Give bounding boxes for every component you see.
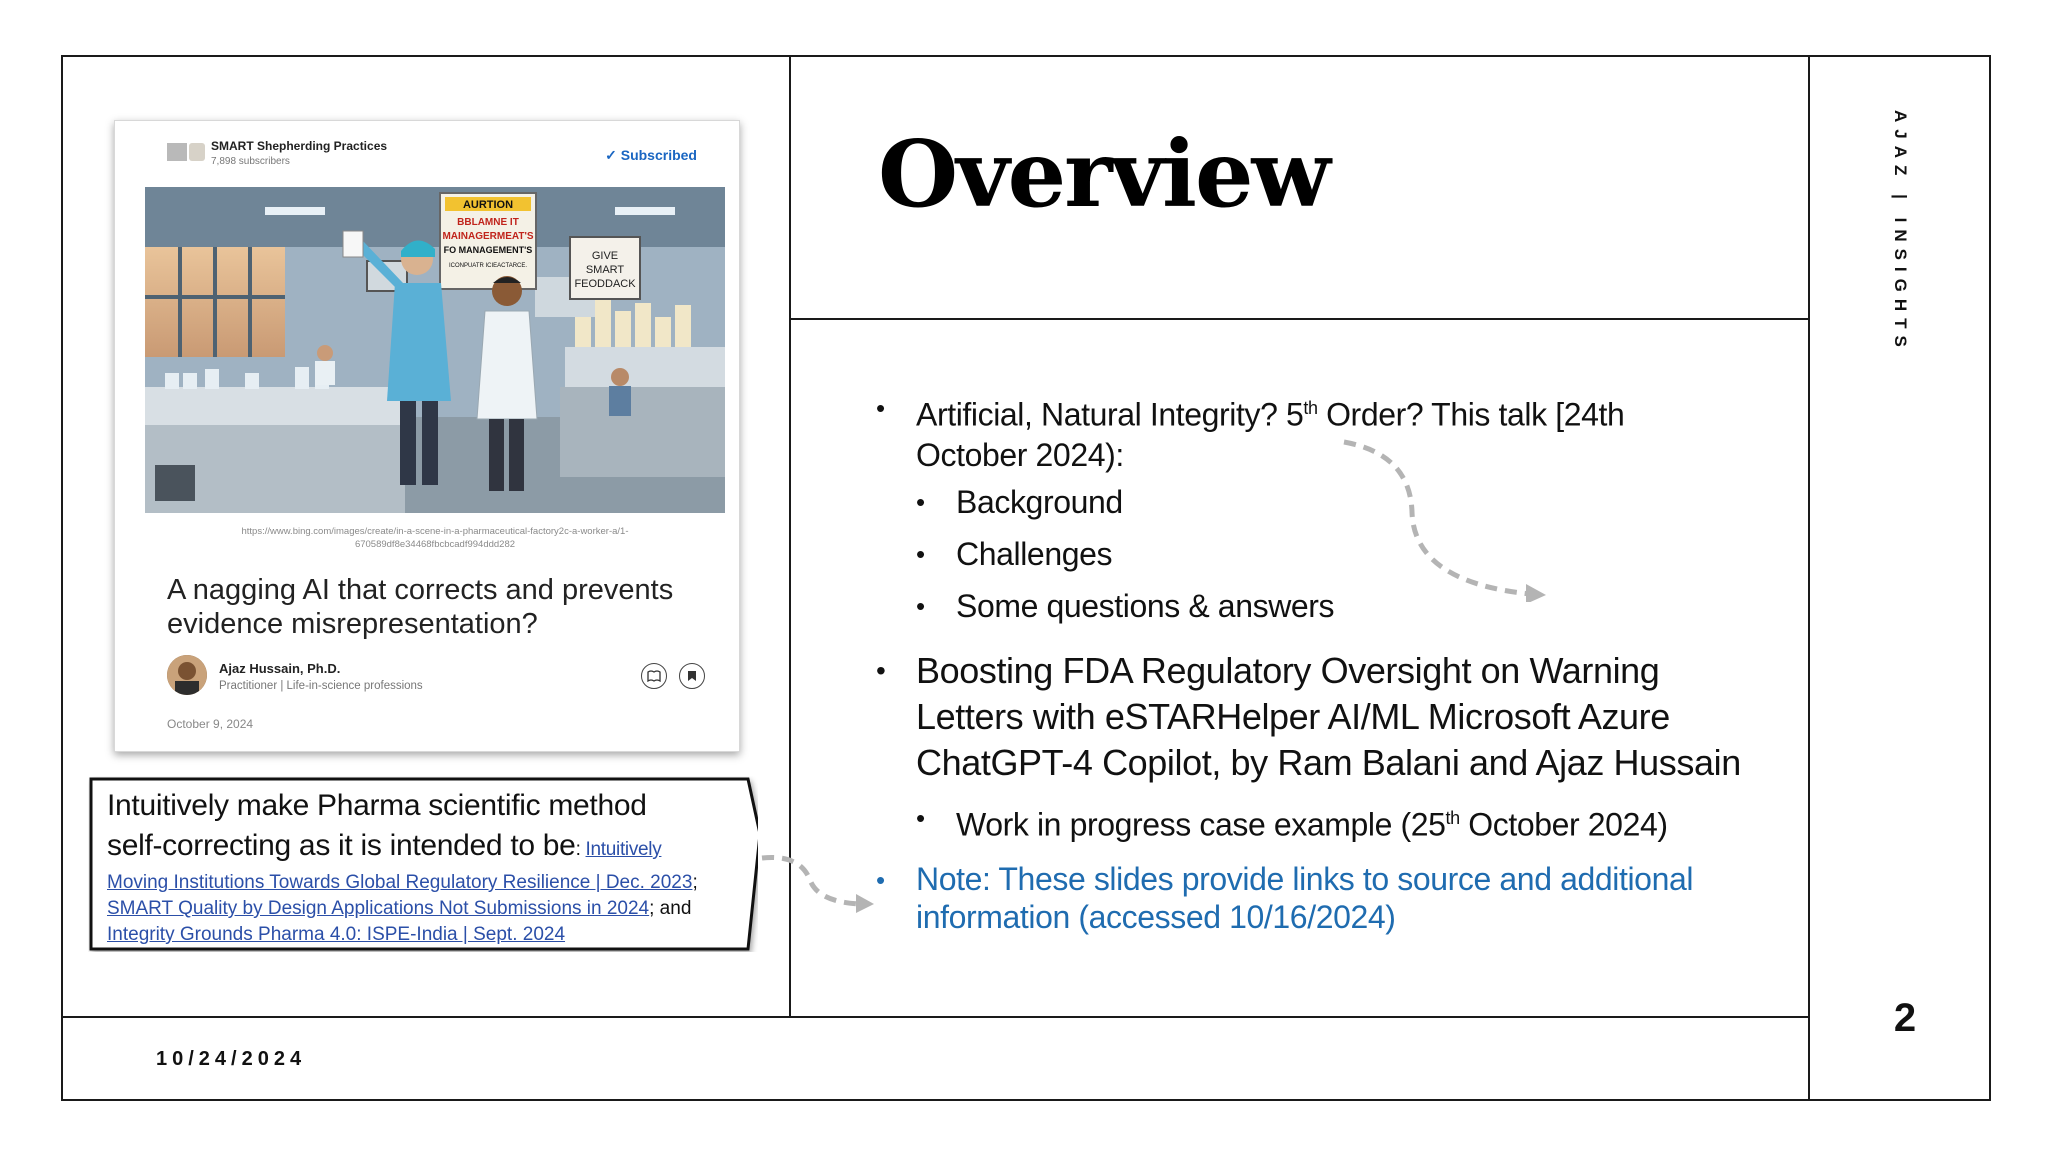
bullet-dot: • xyxy=(916,487,925,517)
board-text-3: FEODDACK xyxy=(574,278,636,290)
bullet-dot: • xyxy=(876,865,885,895)
note-line-2: information (accessed 10/16/2024) xyxy=(916,899,1396,935)
bullet-1-text-a: Artificial, Natural Integrity? 5 xyxy=(916,396,1304,433)
bullet-dot: • xyxy=(876,655,886,686)
publication-logo-secondary xyxy=(189,143,205,161)
callout-line-2 xyxy=(107,826,737,870)
article-card[interactable] xyxy=(114,120,740,752)
image-source-url[interactable] xyxy=(145,525,725,551)
divider-sidebar xyxy=(1808,55,1810,1101)
bullet-1-text-b: Order? This talk [24th xyxy=(1317,396,1625,433)
article-title[interactable]: A nagging AI that corrects and prevents evidence misrepresentation? xyxy=(167,574,674,640)
callout-text xyxy=(107,786,737,948)
author-avatar[interactable] xyxy=(167,655,207,695)
sign-text-5: ICONPUATR ICIEACTARCE. xyxy=(448,263,528,269)
sign-text-3: MAINAGERMEAT'S xyxy=(442,231,534,242)
sidebar-label-text: AJAZ | INSIGHTS xyxy=(1891,110,1910,354)
article-illustration xyxy=(145,187,725,513)
callout-colon: : xyxy=(575,839,586,860)
subscriber-count: 7,898 subscribers xyxy=(211,156,290,167)
card-header xyxy=(167,139,697,175)
divider-title xyxy=(789,318,1810,320)
callout-link-smart-quality[interactable]: SMART Quality by Design Applications Not Submissions in 2024 xyxy=(107,898,650,919)
callout-sep-2: ; and xyxy=(649,898,692,919)
bullet-dot: • xyxy=(916,803,925,833)
callout-line-1: Intuitively make Pharma scientific method xyxy=(107,789,647,822)
sub-bullet-4-text-b: October 2024) xyxy=(1459,806,1668,843)
article-date: October 9, 2024 xyxy=(167,717,254,731)
callout-link-integrity-grounds[interactable]: Integrity Grounds Pharma 4.0: ISPE-India | Sept. 2024 xyxy=(107,924,566,945)
callout-line-5 xyxy=(107,922,737,948)
bookmark-icon[interactable] xyxy=(679,663,705,689)
bullet-2-line-2: Letters with eSTARHelper AI/ML Microsoft Azure xyxy=(916,696,1670,737)
publication-name[interactable]: SMART Shepherding Practices xyxy=(211,139,388,153)
board-text-1: GIVE xyxy=(591,250,619,262)
slide-title: Overview xyxy=(878,120,1329,228)
sub-bullet-3-text: Some questions & answers xyxy=(956,588,1335,624)
publication-logo xyxy=(167,143,187,161)
image-url-line-2: 670589df8e34468fbcbcadf994ddd282 xyxy=(354,539,516,550)
callout-link-moving-institutions[interactable]: Moving Institutions Towards Global Regulatory Resilience | Dec. 2023 xyxy=(107,872,693,893)
callout-line-4 xyxy=(107,896,737,922)
callout-arrow xyxy=(760,850,880,930)
sign-text-4: FO MANAGEMENT'S xyxy=(443,245,533,255)
subscribed-button[interactable]: ✓ Subscribed xyxy=(605,147,697,163)
callout-link-intuitively[interactable]: Intuitively xyxy=(585,839,662,860)
callout-sep-1: ; xyxy=(692,872,698,893)
bullet-dot: • xyxy=(916,539,925,569)
footer-date: 10/24/2024 xyxy=(156,1048,307,1070)
sub-bullet-4-text xyxy=(956,798,1668,845)
author-role: Practitioner | Life-in-science professions xyxy=(219,680,423,692)
bullet-1-sup: th xyxy=(1303,398,1318,418)
sub-bullet-4-sup: th xyxy=(1445,808,1460,828)
bullet-2-line-3: ChatGPT-4 Copilot, by Ram Balani and Ajaz Hussain xyxy=(916,742,1741,783)
bullet-2-line-1: Boosting FDA Regulatory Oversight on Warning xyxy=(916,650,1660,691)
callout-line-3 xyxy=(107,870,737,896)
sub-bullet-2-text: Challenges xyxy=(956,536,1113,572)
bullet-1-line-1 xyxy=(916,388,1736,435)
author-name[interactable]: Ajaz Hussain, Ph.D. xyxy=(219,661,341,676)
image-url-line-1: https://www.bing.com/images/create/in-a-scene-in-a-pharmaceutical-factory2c-a-worker-a/1- xyxy=(241,526,629,537)
bullet-dot: • xyxy=(916,591,925,621)
sign-text-2: BBLAMNE IT xyxy=(457,217,519,228)
divider-footer xyxy=(61,1016,1810,1018)
sub-bullet-4-text-a: Work in progress case example (25 xyxy=(956,806,1446,843)
sign-text-1: AURTION xyxy=(462,199,514,211)
sub-bullet-1-text: Background xyxy=(956,484,1123,520)
board-text-2: SMART xyxy=(585,264,625,276)
bullet-dot: • xyxy=(876,393,885,423)
note-line-1: Note: These slides provide links to source and additional xyxy=(916,861,1694,897)
sidebar-label xyxy=(1888,110,1918,360)
bullet-1-line-2: October 2024): xyxy=(916,436,1124,473)
page-number: 2 xyxy=(1893,996,1917,1040)
read-icon[interactable] xyxy=(641,663,667,689)
callout-line-2-text: self-correcting as it is intended to be xyxy=(107,829,576,862)
